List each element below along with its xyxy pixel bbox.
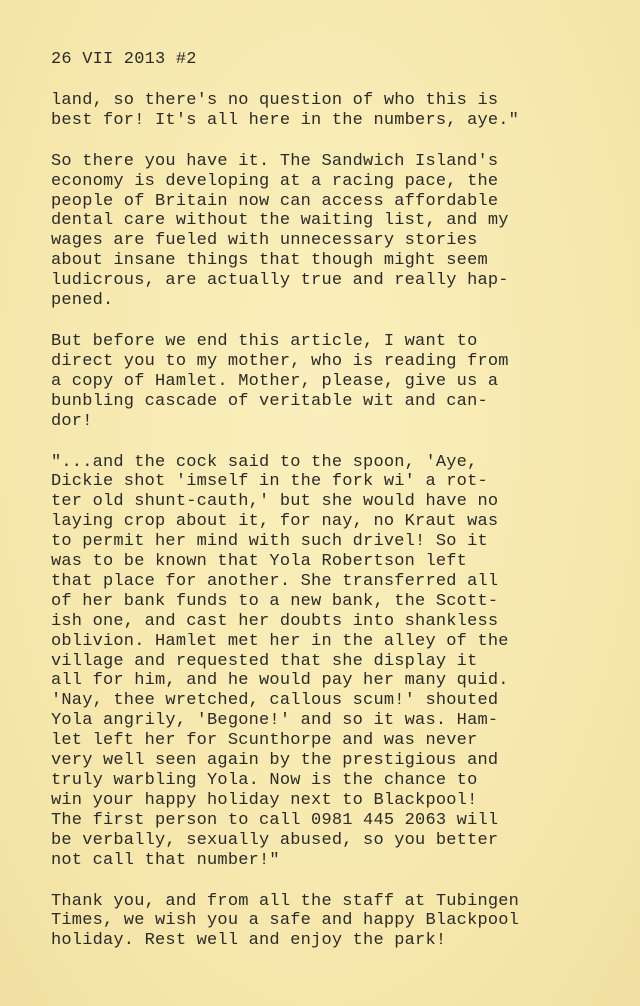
text-line: ish one, and cast her doubts into shankless bbox=[51, 611, 499, 631]
text-line: was to be known that Yola Robertson left bbox=[51, 552, 468, 572]
text-line: to permit her mind with such drivel! So it bbox=[51, 532, 488, 552]
text-line: dor! bbox=[51, 411, 93, 431]
text-line: that place for another. She transferred all bbox=[51, 571, 499, 591]
paragraph bbox=[51, 91, 611, 131]
text-line: be verbally, sexually abused, so you better bbox=[51, 830, 499, 850]
text-line: win your happy holiday next to Blackpool! bbox=[51, 790, 478, 810]
text-line: bunbling cascade of veritable wit and can- bbox=[51, 391, 488, 411]
text-line: holiday. Rest well and enjoy the park! bbox=[51, 931, 447, 951]
paragraph bbox=[51, 332, 611, 432]
text-line: oblivion. Hamlet met her in the alley of the bbox=[51, 631, 509, 651]
text-line: of her bank funds to a new bank, the Scott- bbox=[51, 591, 499, 611]
text-line: about insane things that though might seem bbox=[51, 251, 488, 271]
text-line: "...and the cock said to the spoon, 'Aye, bbox=[51, 452, 478, 472]
text-line: The first person to call 0981 445 2063 will bbox=[51, 810, 499, 830]
text-line: pened. bbox=[51, 291, 114, 311]
text-line: So there you have it. The Sandwich Island's bbox=[51, 151, 499, 171]
paragraph bbox=[51, 453, 611, 871]
text-line: people of Britain now can access affordable bbox=[51, 191, 499, 211]
text-line: land, so there's no question of who this is bbox=[51, 90, 499, 110]
text-line: dental care without the waiting list, and my bbox=[51, 211, 509, 231]
paragraph bbox=[51, 892, 611, 952]
text-line: village and requested that she display it bbox=[51, 651, 478, 671]
text-line: Thank you, and from all the staff at Tubingen bbox=[51, 891, 520, 911]
text-line: 'Nay, thee wretched, callous scum!' shouted bbox=[51, 691, 499, 711]
text-line: a copy of Hamlet. Mother, please, give us a bbox=[51, 371, 499, 391]
text-line: economy is developing at a racing pace, the bbox=[51, 171, 499, 191]
text-line: ter old shunt-cauth,' but she would have no bbox=[51, 492, 499, 512]
text-line: best for! It's all here in the numbers, aye." bbox=[51, 110, 520, 130]
text-line: Yola angrily, 'Begone!' and so it was. Ham- bbox=[51, 711, 499, 731]
text-line: ludicrous, are actually true and really hap- bbox=[51, 271, 509, 291]
text-line: But before we end this article, I want to bbox=[51, 331, 478, 351]
text-line: all for him, and he would pay her many quid. bbox=[51, 671, 509, 691]
text-line: very well seen again by the prestigious and bbox=[51, 751, 499, 771]
article-body bbox=[51, 91, 611, 951]
dateline: 26 VII 2013 #2 bbox=[51, 50, 197, 69]
text-line: wages are fueled with unnecessary stories bbox=[51, 231, 478, 251]
text-line: direct you to my mother, who is reading from bbox=[51, 351, 509, 371]
text-line: Dickie shot 'imself in the fork wi' a rot- bbox=[51, 472, 488, 492]
text-line: not call that number!" bbox=[51, 850, 280, 870]
text-line: truly warbling Yola. Now is the chance to bbox=[51, 771, 478, 790]
paragraph bbox=[51, 152, 611, 311]
text-line: laying crop about it, for nay, no Kraut was bbox=[51, 512, 499, 532]
typewritten-page bbox=[51, 50, 611, 972]
text-line: Times, we wish you a safe and happy Blackpool bbox=[51, 911, 520, 931]
text-line: let left her for Scunthorpe and was never bbox=[51, 731, 478, 751]
